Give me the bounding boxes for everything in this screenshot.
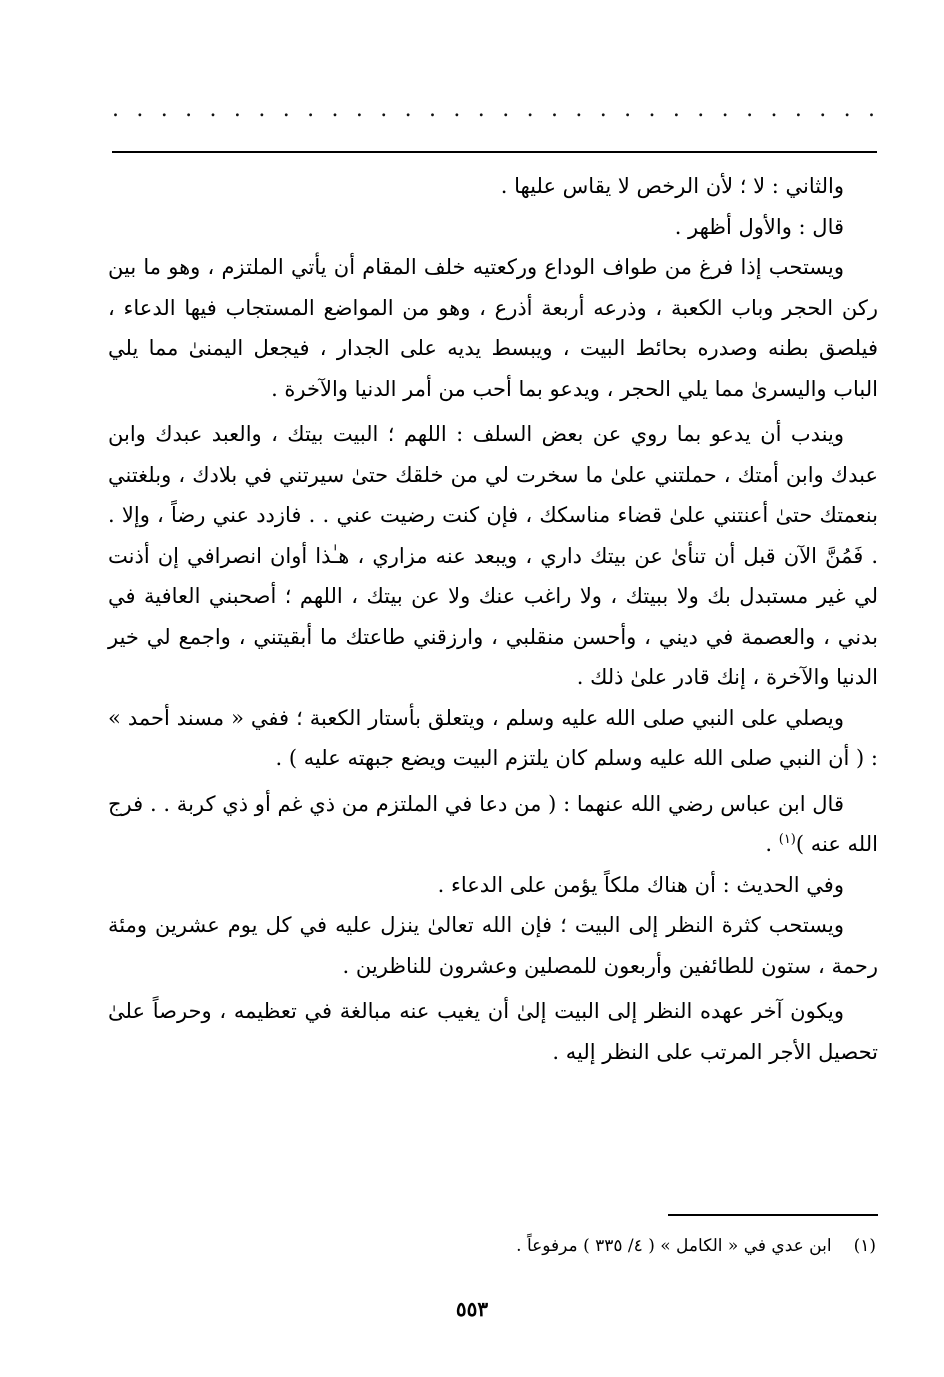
header-rule bbox=[112, 151, 877, 153]
running-header-dots: . . . . . . . . . . . . . . . . . . . . . . . . . . . . . . . . bbox=[112, 97, 877, 122]
paragraph-tail: . bbox=[765, 832, 779, 856]
paragraph: ويستحب إذا فرغ من طواف الوداع وركعتيه خلف المقام أن يأتي الملتزم ، وهو ما بين ركن الحجر وباب الكعبة ، وذرعه أربعة أذرع ، وهو من المواضع المستجاب فيها الدعاء ، فيلصق بطنه وصدره بحائط البيت ، ويبسط يديه على الجدار ، فيجعل اليمنىٰ مما يلي الباب واليسرىٰ مما يلي الحجر ، ويدعو بما أحب من أمر الدنيا والآخرة . bbox=[108, 255, 878, 401]
paragraph: ويكون آخر عهده النظر إلى البيت إلىٰ أن يغيب عنه مبالغة في تعظيمه ، وحرصاً علىٰ تحصيل الأجر المرتب على النظر إليه . bbox=[108, 999, 878, 1064]
footnote-separator bbox=[668, 1214, 878, 1216]
paragraph-with-footnote-ref bbox=[108, 784, 878, 865]
footnote-reference: (١) bbox=[778, 832, 796, 847]
paragraph: ويصلي على النبي صلى الله عليه وسلم ، ويتعلق بأستار الكعبة ؛ ففي « مسند أحمد » : ( أن النبي صلى الله عليه وسلم كان يلتزم البيت ويضع جبهته عليه ) . bbox=[108, 705, 878, 770]
footnote bbox=[106, 1232, 876, 1260]
paragraph: قال : والأول أظهر . bbox=[674, 214, 844, 239]
paragraph: ويستحب كثرة النظر إلى البيت ؛ فإن الله تعالىٰ ينزل عليه في كل يوم عشرين ومئة رحمة ، ستون للطائفين وأربعون للمصلين وعشرون للناظرين . bbox=[108, 913, 878, 978]
paragraph: والثاني : لا ؛ لأن الرخص لا يقاس عليها . bbox=[500, 174, 844, 198]
paragraph-text: قال ابن عباس رضي الله عنهما : ( من دعا في الملتزم من ذي غم أو ذي كربة . . فرج الله عنه ) bbox=[108, 791, 878, 856]
paragraph: وفي الحديث : أن هناك ملكاً يؤمن على الدعاء . bbox=[437, 872, 844, 897]
paragraph: ويندب أن يدعو بما روي عن بعض السلف : اللهم ؛ البيت بيتك ، والعبد عبدك وابن عبدك وابن أمتك ، حملتني علىٰ ما سخرت لي من خلقك حتىٰ سيرتني في بلادك ، وبلغتني بنعمتك حتىٰ أعنتني علىٰ قضاء مناسكك ، فإن كنت رضيت عني . . فازدد عني رضاً ، وإلا . . فَمُنَّ الآن قبل أن تنأىٰ عن بيتك داري ، ويبعد عنه مزاري ، هـٰذا أوان انصرافي إن أذنت لي غير مستبدل بك ولا ببيتك ، ولا راغب عنك ولا عن بيتك ، اللهم ؛ أصحبني العافية في بدني ، والعصمة في ديني ، وأحسن منقلبي ، وارزقني طاعتك ما أبقيتني ، واجمع لي خير الدنيا والآخرة ، إنك قادر علىٰ ذلك . bbox=[108, 422, 878, 689]
page-number: ٥٥٣ bbox=[455, 1297, 489, 1321]
main-text bbox=[108, 166, 878, 1072]
footnote-number: (١) bbox=[853, 1236, 876, 1256]
footnote-text: ابن عدي في « الكامل » ( ٤/ ٣٣٥ ) مرفوعاً . bbox=[516, 1236, 832, 1256]
